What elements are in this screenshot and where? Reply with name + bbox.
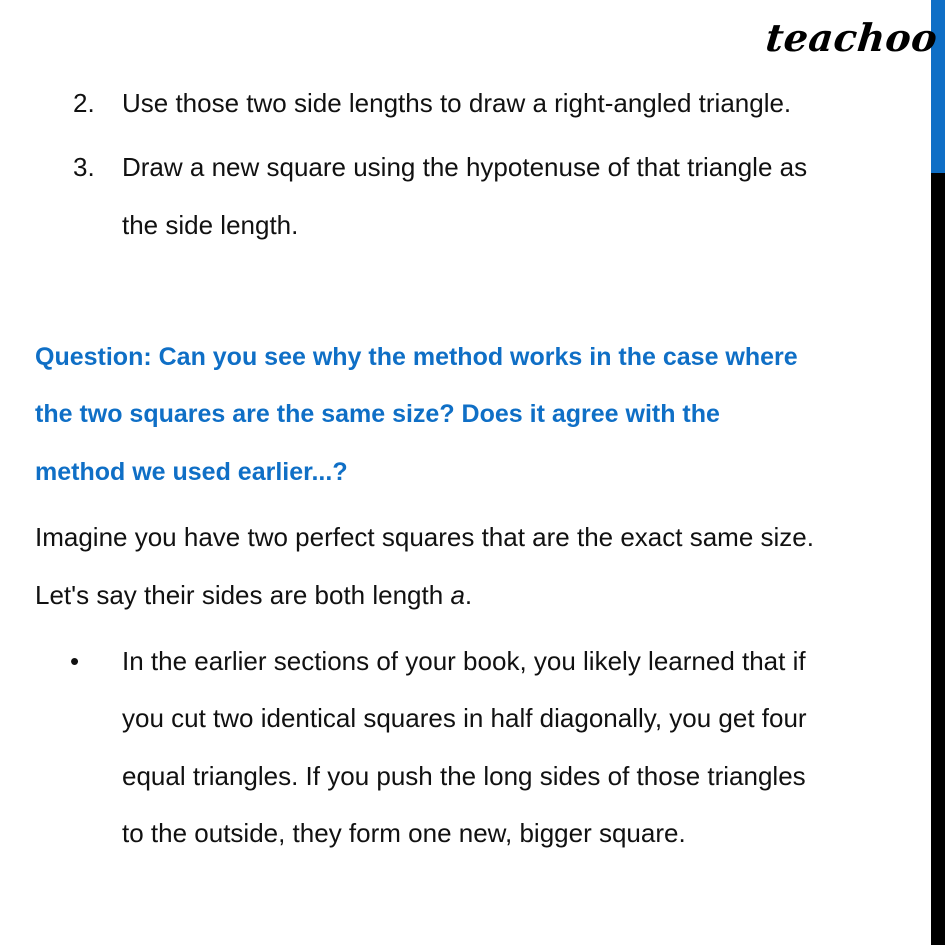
bullet-text-line: you cut two identical squares in half diagonally, you get four	[122, 703, 807, 733]
variable-a: a	[450, 580, 465, 610]
bullet-text-line: In the earlier sections of your book, you likely learned that if	[122, 646, 806, 676]
teachoo-logo: teachoo	[763, 15, 940, 60]
paragraph-text: Let's say their sides are both length	[35, 580, 451, 610]
bullet-text-line: to the outside, they form one new, bigger square.	[122, 818, 686, 848]
bullet-text-line: equal triangles. If you push the long sides of those triangles	[122, 761, 806, 791]
question-line: Question: Can you see why the method works in the case where	[35, 343, 798, 371]
step-text-line: Draw a new square using the hypotenuse of that triangle as	[122, 152, 808, 182]
step-number: 3.	[73, 152, 95, 182]
paragraph-line: Imagine you have two perfect squares that are the exact same size.	[35, 522, 814, 552]
bullet-icon: •	[70, 646, 80, 676]
paragraph-line	[35, 579, 472, 611]
paragraph-text: .	[464, 580, 473, 610]
step-number: 2.	[73, 88, 95, 118]
step-text-line: Use those two side lengths to draw a right-angled triangle.	[122, 88, 792, 118]
step-text-line: the side length.	[122, 210, 299, 240]
question-line: method we used earlier...?	[35, 458, 348, 486]
question-line: the two squares are the same size? Does it agree with the	[35, 400, 720, 428]
side-accent-bar-black	[931, 173, 945, 945]
